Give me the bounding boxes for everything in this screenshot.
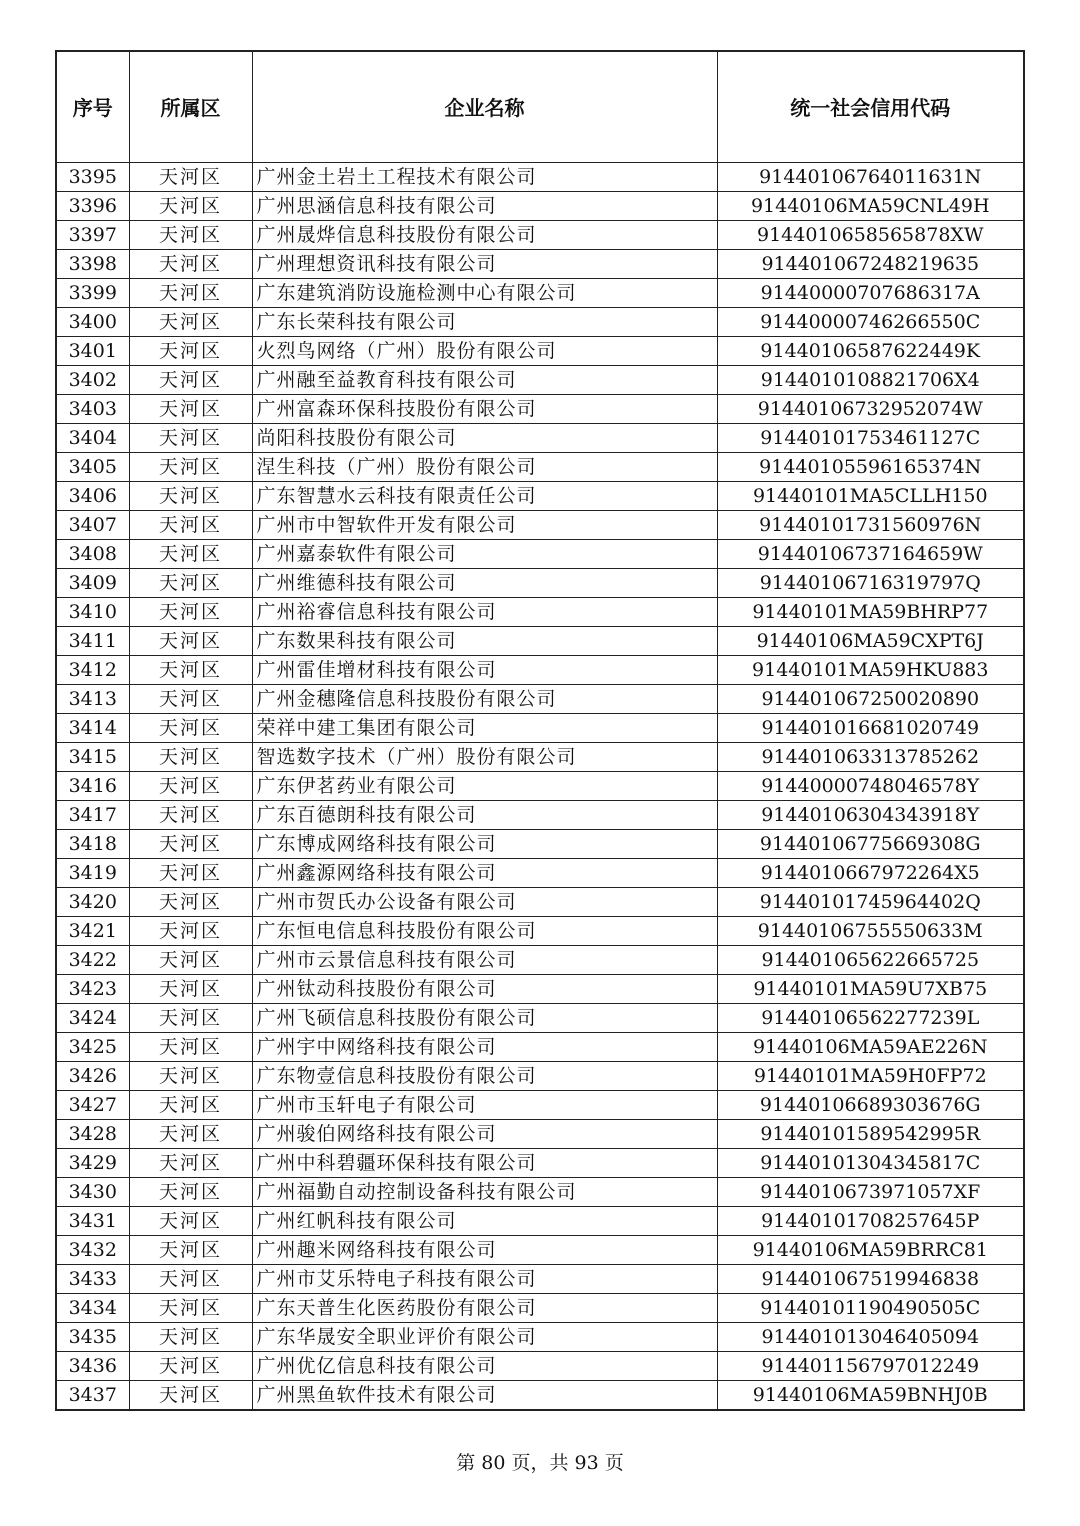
row-company-name: 火烈鸟网络（广州）股份有限公司 bbox=[252, 336, 717, 365]
row-serial-number: 3426 bbox=[56, 1061, 129, 1090]
row-credit-code: 91440101708257645P bbox=[717, 1206, 1024, 1235]
row-serial-number: 3431 bbox=[56, 1206, 129, 1235]
row-credit-code: 91440106737164659W bbox=[717, 539, 1024, 568]
row-serial-number: 3404 bbox=[56, 423, 129, 452]
row-company-name: 广东建筑消防设施检测中心有限公司 bbox=[252, 278, 717, 307]
row-company-name: 荣祥中建工集团有限公司 bbox=[252, 713, 717, 742]
row-district: 天河区 bbox=[129, 249, 252, 278]
row-serial-number: 3397 bbox=[56, 220, 129, 249]
row-credit-code: 91440106562277239L bbox=[717, 1003, 1024, 1032]
table-row bbox=[56, 945, 1024, 974]
row-company-name: 广州骏伯网络科技有限公司 bbox=[252, 1119, 717, 1148]
row-serial-number: 3399 bbox=[56, 278, 129, 307]
row-company-name: 广州维德科技有限公司 bbox=[252, 568, 717, 597]
row-credit-code: 914401016681020749 bbox=[717, 713, 1024, 742]
table-row bbox=[56, 1322, 1024, 1351]
row-credit-code: 91440106MA59BNHJ0B bbox=[717, 1380, 1024, 1410]
table-row bbox=[56, 1380, 1024, 1410]
row-company-name: 广东天普生化医药股份有限公司 bbox=[252, 1293, 717, 1322]
row-credit-code: 91440106MA59AE226N bbox=[717, 1032, 1024, 1061]
table-row bbox=[56, 829, 1024, 858]
row-credit-code: 914401013046405094 bbox=[717, 1322, 1024, 1351]
row-credit-code: 9144010667972264X5 bbox=[717, 858, 1024, 887]
row-serial-number: 3421 bbox=[56, 916, 129, 945]
row-district: 天河区 bbox=[129, 1206, 252, 1235]
row-company-name: 广州黑鱼软件技术有限公司 bbox=[252, 1380, 717, 1410]
row-serial-number: 3401 bbox=[56, 336, 129, 365]
row-company-name: 广州融至益教育科技有限公司 bbox=[252, 365, 717, 394]
table-row bbox=[56, 162, 1024, 191]
row-serial-number: 3434 bbox=[56, 1293, 129, 1322]
row-district: 天河区 bbox=[129, 626, 252, 655]
row-serial-number: 3410 bbox=[56, 597, 129, 626]
row-company-name: 广州市艾乐特电子科技有限公司 bbox=[252, 1264, 717, 1293]
header-credit-code: 统一社会信用代码 bbox=[717, 51, 1024, 162]
row-company-name: 广东长荣科技有限公司 bbox=[252, 307, 717, 336]
row-company-name: 涅生科技（广州）股份有限公司 bbox=[252, 452, 717, 481]
row-serial-number: 3407 bbox=[56, 510, 129, 539]
row-credit-code: 91440106732952074W bbox=[717, 394, 1024, 423]
table-row bbox=[56, 336, 1024, 365]
row-district: 天河区 bbox=[129, 1148, 252, 1177]
table-row bbox=[56, 1032, 1024, 1061]
row-serial-number: 3398 bbox=[56, 249, 129, 278]
row-credit-code: 91440101304345817C bbox=[717, 1148, 1024, 1177]
table-row bbox=[56, 887, 1024, 916]
row-district: 天河区 bbox=[129, 916, 252, 945]
table-row bbox=[56, 220, 1024, 249]
table-row bbox=[56, 742, 1024, 771]
row-company-name: 广州趣米网络科技有限公司 bbox=[252, 1235, 717, 1264]
header-company-name: 企业名称 bbox=[252, 51, 717, 162]
row-district: 天河区 bbox=[129, 1380, 252, 1410]
table-row bbox=[56, 597, 1024, 626]
row-district: 天河区 bbox=[129, 568, 252, 597]
row-company-name: 广东百德朗科技有限公司 bbox=[252, 800, 717, 829]
row-credit-code: 914401067248219635 bbox=[717, 249, 1024, 278]
row-district: 天河区 bbox=[129, 597, 252, 626]
table-row bbox=[56, 626, 1024, 655]
row-credit-code: 91440106755550633M bbox=[717, 916, 1024, 945]
row-district: 天河区 bbox=[129, 771, 252, 800]
row-district: 天河区 bbox=[129, 1119, 252, 1148]
row-company-name: 广州市云景信息科技有限公司 bbox=[252, 945, 717, 974]
row-serial-number: 3412 bbox=[56, 655, 129, 684]
table-row bbox=[56, 365, 1024, 394]
row-credit-code: 91440106764011631N bbox=[717, 162, 1024, 191]
table-row bbox=[56, 249, 1024, 278]
row-credit-code: 91440101731560976N bbox=[717, 510, 1024, 539]
row-credit-code: 914401065622665725 bbox=[717, 945, 1024, 974]
row-serial-number: 3411 bbox=[56, 626, 129, 655]
row-company-name: 广州红帆科技有限公司 bbox=[252, 1206, 717, 1235]
row-district: 天河区 bbox=[129, 481, 252, 510]
company-table bbox=[55, 50, 1025, 1411]
table-row bbox=[56, 539, 1024, 568]
table-row bbox=[56, 1293, 1024, 1322]
table-row bbox=[56, 974, 1024, 1003]
row-serial-number: 3427 bbox=[56, 1090, 129, 1119]
page-footer: 第 80 页，共 93 页 bbox=[456, 1452, 624, 1474]
table-row bbox=[56, 858, 1024, 887]
row-serial-number: 3396 bbox=[56, 191, 129, 220]
row-district: 天河区 bbox=[129, 510, 252, 539]
row-credit-code: 91440000748046578Y bbox=[717, 771, 1024, 800]
row-credit-code: 91440101753461127C bbox=[717, 423, 1024, 452]
row-serial-number: 3419 bbox=[56, 858, 129, 887]
table-row bbox=[56, 1235, 1024, 1264]
row-district: 天河区 bbox=[129, 1061, 252, 1090]
row-serial-number: 3422 bbox=[56, 945, 129, 974]
table-row bbox=[56, 771, 1024, 800]
table-row bbox=[56, 1003, 1024, 1032]
header-district: 所属区 bbox=[129, 51, 252, 162]
table-row bbox=[56, 684, 1024, 713]
table-row bbox=[56, 1351, 1024, 1380]
row-serial-number: 3420 bbox=[56, 887, 129, 916]
row-district: 天河区 bbox=[129, 1235, 252, 1264]
row-district: 天河区 bbox=[129, 974, 252, 1003]
row-serial-number: 3435 bbox=[56, 1322, 129, 1351]
table-row bbox=[56, 452, 1024, 481]
row-credit-code: 91440101190490505C bbox=[717, 1293, 1024, 1322]
row-company-name: 广州金穗隆信息科技股份有限公司 bbox=[252, 684, 717, 713]
row-company-name: 尚阳科技股份有限公司 bbox=[252, 423, 717, 452]
row-serial-number: 3402 bbox=[56, 365, 129, 394]
company-list-sheet bbox=[55, 50, 1023, 1411]
row-district: 天河区 bbox=[129, 800, 252, 829]
row-credit-code: 91440106MA59BRRC81 bbox=[717, 1235, 1024, 1264]
row-credit-code: 914401067250020890 bbox=[717, 684, 1024, 713]
row-serial-number: 3405 bbox=[56, 452, 129, 481]
row-credit-code: 91440101MA59HKU883 bbox=[717, 655, 1024, 684]
table-row bbox=[56, 394, 1024, 423]
row-district: 天河区 bbox=[129, 1090, 252, 1119]
row-serial-number: 3429 bbox=[56, 1148, 129, 1177]
row-credit-code: 91440106775669308G bbox=[717, 829, 1024, 858]
row-serial-number: 3425 bbox=[56, 1032, 129, 1061]
row-company-name: 广东伊茗药业有限公司 bbox=[252, 771, 717, 800]
row-credit-code: 91440101MA59H0FP72 bbox=[717, 1061, 1024, 1090]
row-district: 天河区 bbox=[129, 365, 252, 394]
table-row bbox=[56, 1264, 1024, 1293]
row-district: 天河区 bbox=[129, 1003, 252, 1032]
table-row bbox=[56, 713, 1024, 742]
row-serial-number: 3433 bbox=[56, 1264, 129, 1293]
row-serial-number: 3430 bbox=[56, 1177, 129, 1206]
row-company-name: 广州富森环保科技股份有限公司 bbox=[252, 394, 717, 423]
row-district: 天河区 bbox=[129, 1177, 252, 1206]
row-credit-code: 91440106MA59CXPT6J bbox=[717, 626, 1024, 655]
row-company-name: 广州优亿信息科技有限公司 bbox=[252, 1351, 717, 1380]
table-row bbox=[56, 1177, 1024, 1206]
row-company-name: 广州钛动科技股份有限公司 bbox=[252, 974, 717, 1003]
row-company-name: 广州雷佳增材科技有限公司 bbox=[252, 655, 717, 684]
row-serial-number: 3414 bbox=[56, 713, 129, 742]
row-credit-code: 914401063313785262 bbox=[717, 742, 1024, 771]
row-credit-code: 91440106MA59CNL49H bbox=[717, 191, 1024, 220]
row-district: 天河区 bbox=[129, 423, 252, 452]
row-district: 天河区 bbox=[129, 336, 252, 365]
row-serial-number: 3415 bbox=[56, 742, 129, 771]
row-district: 天河区 bbox=[129, 220, 252, 249]
row-company-name: 广州晟烨信息科技股份有限公司 bbox=[252, 220, 717, 249]
row-company-name: 广州宇中网络科技有限公司 bbox=[252, 1032, 717, 1061]
row-district: 天河区 bbox=[129, 858, 252, 887]
row-district: 天河区 bbox=[129, 278, 252, 307]
row-company-name: 广东华晟安全职业评价有限公司 bbox=[252, 1322, 717, 1351]
header-serial-number: 序号 bbox=[56, 51, 129, 162]
row-district: 天河区 bbox=[129, 742, 252, 771]
row-district: 天河区 bbox=[129, 1293, 252, 1322]
row-company-name: 广东物壹信息科技股份有限公司 bbox=[252, 1061, 717, 1090]
row-serial-number: 3423 bbox=[56, 974, 129, 1003]
row-district: 天河区 bbox=[129, 829, 252, 858]
row-credit-code: 91440106689303676G bbox=[717, 1090, 1024, 1119]
row-credit-code: 91440101745964402Q bbox=[717, 887, 1024, 916]
row-serial-number: 3417 bbox=[56, 800, 129, 829]
row-serial-number: 3408 bbox=[56, 539, 129, 568]
table-row bbox=[56, 278, 1024, 307]
row-serial-number: 3437 bbox=[56, 1380, 129, 1410]
row-serial-number: 3436 bbox=[56, 1351, 129, 1380]
row-serial-number: 3395 bbox=[56, 162, 129, 191]
table-row bbox=[56, 307, 1024, 336]
row-company-name: 广东智慧水云科技有限责任公司 bbox=[252, 481, 717, 510]
row-district: 天河区 bbox=[129, 887, 252, 916]
row-credit-code: 91440000707686317A bbox=[717, 278, 1024, 307]
row-company-name: 广州思涵信息科技有限公司 bbox=[252, 191, 717, 220]
row-company-name: 广州福勤自动控制设备科技有限公司 bbox=[252, 1177, 717, 1206]
row-company-name: 广东恒电信息科技股份有限公司 bbox=[252, 916, 717, 945]
row-company-name: 广州市中智软件开发有限公司 bbox=[252, 510, 717, 539]
row-serial-number: 3400 bbox=[56, 307, 129, 336]
table-row bbox=[56, 191, 1024, 220]
table-header-row bbox=[56, 51, 1024, 162]
row-district: 天河区 bbox=[129, 684, 252, 713]
table-row bbox=[56, 1061, 1024, 1090]
row-credit-code: 914401156797012249 bbox=[717, 1351, 1024, 1380]
row-company-name: 广州市贺氏办公设备有限公司 bbox=[252, 887, 717, 916]
table-row bbox=[56, 568, 1024, 597]
table-row bbox=[56, 1090, 1024, 1119]
table-row bbox=[56, 481, 1024, 510]
row-company-name: 广州飞硕信息科技股份有限公司 bbox=[252, 1003, 717, 1032]
row-company-name: 广州鑫源网络科技有限公司 bbox=[252, 858, 717, 887]
row-district: 天河区 bbox=[129, 1322, 252, 1351]
row-credit-code: 91440106304343918Y bbox=[717, 800, 1024, 829]
row-credit-code: 9144010658565878XW bbox=[717, 220, 1024, 249]
row-credit-code: 91440101MA59BHRP77 bbox=[717, 597, 1024, 626]
row-district: 天河区 bbox=[129, 452, 252, 481]
row-company-name: 智选数字技术（广州）股份有限公司 bbox=[252, 742, 717, 771]
table-body bbox=[56, 162, 1024, 1410]
row-credit-code: 91440106587622449K bbox=[717, 336, 1024, 365]
row-company-name: 广州嘉泰软件有限公司 bbox=[252, 539, 717, 568]
row-district: 天河区 bbox=[129, 1032, 252, 1061]
row-company-name: 广东博成网络科技有限公司 bbox=[252, 829, 717, 858]
table-row bbox=[56, 1148, 1024, 1177]
row-company-name: 广州理想资讯科技有限公司 bbox=[252, 249, 717, 278]
row-serial-number: 3428 bbox=[56, 1119, 129, 1148]
row-district: 天河区 bbox=[129, 394, 252, 423]
row-credit-code: 91440101589542995R bbox=[717, 1119, 1024, 1148]
row-credit-code: 91440101MA5CLLH150 bbox=[717, 481, 1024, 510]
row-district: 天河区 bbox=[129, 191, 252, 220]
row-credit-code: 91440101MA59U7XB75 bbox=[717, 974, 1024, 1003]
row-district: 天河区 bbox=[129, 162, 252, 191]
row-credit-code: 9144010673971057XF bbox=[717, 1177, 1024, 1206]
row-district: 天河区 bbox=[129, 1351, 252, 1380]
row-serial-number: 3413 bbox=[56, 684, 129, 713]
row-serial-number: 3424 bbox=[56, 1003, 129, 1032]
row-district: 天河区 bbox=[129, 539, 252, 568]
table-row bbox=[56, 1206, 1024, 1235]
table-row bbox=[56, 423, 1024, 452]
row-credit-code: 9144010108821706X4 bbox=[717, 365, 1024, 394]
row-credit-code: 91440106716319797Q bbox=[717, 568, 1024, 597]
table-row bbox=[56, 916, 1024, 945]
row-district: 天河区 bbox=[129, 945, 252, 974]
row-company-name: 广州中科碧疆环保科技有限公司 bbox=[252, 1148, 717, 1177]
row-serial-number: 3403 bbox=[56, 394, 129, 423]
row-credit-code: 91440000746266550C bbox=[717, 307, 1024, 336]
row-serial-number: 3416 bbox=[56, 771, 129, 800]
row-serial-number: 3418 bbox=[56, 829, 129, 858]
row-district: 天河区 bbox=[129, 307, 252, 336]
table-row bbox=[56, 800, 1024, 829]
row-serial-number: 3432 bbox=[56, 1235, 129, 1264]
row-company-name: 广东数果科技有限公司 bbox=[252, 626, 717, 655]
row-district: 天河区 bbox=[129, 655, 252, 684]
row-company-name: 广州金土岩土工程技术有限公司 bbox=[252, 162, 717, 191]
table-row bbox=[56, 655, 1024, 684]
row-serial-number: 3406 bbox=[56, 481, 129, 510]
row-credit-code: 914401067519946838 bbox=[717, 1264, 1024, 1293]
row-company-name: 广州市玉轩电子有限公司 bbox=[252, 1090, 717, 1119]
row-serial-number: 3409 bbox=[56, 568, 129, 597]
row-district: 天河区 bbox=[129, 1264, 252, 1293]
row-district: 天河区 bbox=[129, 713, 252, 742]
table-row bbox=[56, 1119, 1024, 1148]
table-row bbox=[56, 510, 1024, 539]
row-company-name: 广州裕睿信息科技有限公司 bbox=[252, 597, 717, 626]
row-credit-code: 91440105596165374N bbox=[717, 452, 1024, 481]
